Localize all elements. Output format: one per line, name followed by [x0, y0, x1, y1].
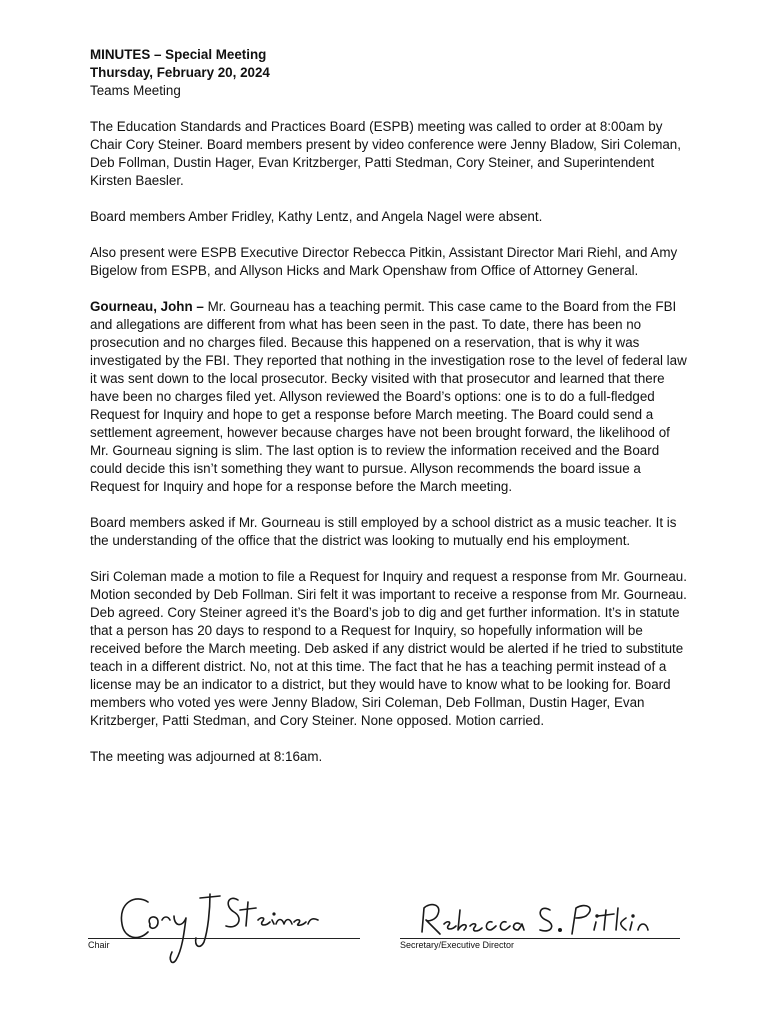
document-title: MINUTES – Special Meeting — [90, 47, 267, 62]
minutes-document — [90, 46, 690, 784]
secretary-signature-block — [400, 880, 680, 960]
paragraph-also-present: Also present were ESPB Executive Director Rebecca Pitkin, Assistant Director Mari Riehl, and Amy Bigelow from ESPB, and Allyson Hicks and Mark Openshaw from Office of Attorney General. — [90, 245, 678, 278]
case-heading: Gourneau, John – — [90, 299, 204, 314]
paragraph-absent-members: Board members Amber Fridley, Kathy Lentz, and Angela Nagel were absent. — [90, 209, 543, 224]
paragraph-adjournment: The meeting was adjourned at 8:16am. — [90, 749, 323, 764]
paragraph-call-to-order: The Education Standards and Practices Board (ESPB) meeting was called to order at 8:00am by Chair Cory Steiner. Board members present by video conference were Jenny Bladow, Siri Coleman, Deb Follman, Dustin Hager, Evan Kritzberger, Patti Stedman, Cory Steiner, and Superintendent Kirsten Baesler. — [90, 119, 681, 188]
paragraph-motion: Siri Coleman made a motion to file a Request for Inquiry and request a response from Mr. Gourneau. Motion seconded by Deb Follman. Siri felt it was important to receive a response from Mr. Gourneau. Deb agreed. Cory Steiner agreed it’s the Board’s job to dig and get further information. It’s in statute that a person has 20 days to respond to a Request for Inquiry, so hopefully information will be received before the March meeting. Deb asked if any district would be alerted if he tried to substitute teach in a different district. No, not at this time. The fact that he has a teaching permit instead of a license may be an indicator to a district, but they would have to know what to be looking for. Board members who voted yes were Jenny Bladow, Siri Coleman, Deb Follman, Dustin Hager, Evan Kritzberger, Patti Stedman, and Cory Steiner. None opposed. Motion carried. — [90, 569, 687, 728]
chair-signature-block — [88, 880, 360, 960]
secretary-label: Secretary/Executive Director — [400, 940, 515, 950]
meeting-date: Thursday, February 20, 2024 — [90, 65, 270, 80]
case-text: Mr. Gourneau has a teaching permit. This case came to the Board from the FBI and allegations are different from what has been seen in the past. To date, there has been no prosecution and no charges filed. Because this happened on a reservation, that is why it was investigated by the FBI. They reported that nothing in the investigation rose to the level of federal law it was sent down to the local prosecutor. Becky visited with that prosecutor and learned that there have been no charges filed yet. Allyson reviewed the Board’s options: one is to do a full-fledged Request for Inquiry and hope to get a response before March meeting. The Board could send a settlement agreement, however because charges have not been brought forward, the likelihood of Mr. Gourneau signing is slim. The last option is to review the information received and the Board could decide this isn’t something they want to pursue. Allyson recommends the board issue a Request for Inquiry and hope for a response before the March meeting. — [90, 299, 687, 494]
paragraph-employment-question: Board members asked if Mr. Gourneau is still employed by a school district as a music teacher. It is the understanding of the office that the district was looking to mutually end his employment. — [90, 515, 677, 548]
chair-label: Chair — [88, 940, 110, 950]
secretary-signature-line — [400, 938, 680, 939]
signature-area — [0, 880, 770, 970]
chair-signature-line — [88, 938, 360, 939]
chair-signature — [88, 880, 328, 970]
paragraph-gourneau-case — [90, 298, 690, 496]
meeting-location: Teams Meeting — [90, 83, 181, 98]
